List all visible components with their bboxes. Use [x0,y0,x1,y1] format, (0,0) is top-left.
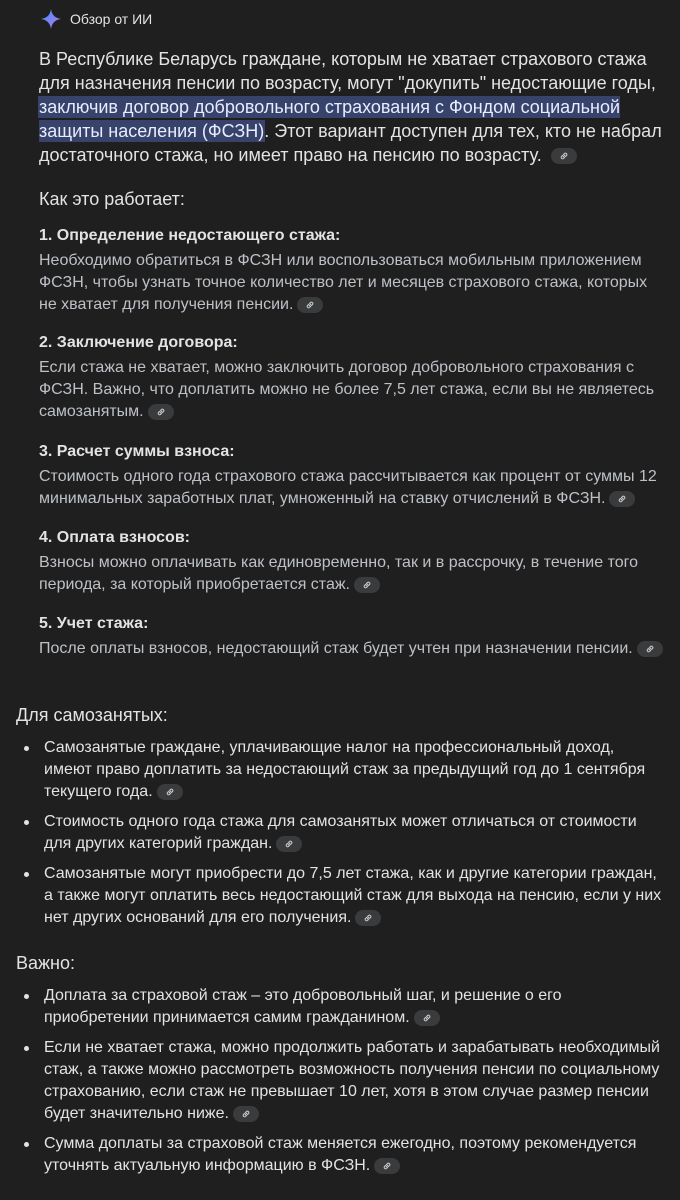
step-title: 3. Расчет суммы взноса: [39,443,235,460]
source-link-button[interactable] [276,836,302,852]
step-item [39,442,664,510]
source-link-button[interactable] [148,404,174,420]
link-icon [284,839,294,849]
step-body: Стоимость одного года страхового стажа рассчитывается как процент от суммы 12 минимальных заработных плат, умноженный на ставку отчислений в ФСЗН. [39,468,657,507]
link-icon [559,151,569,161]
source-link-button[interactable] [551,148,577,164]
list-item: Самозанятые граждане, уплачивающие налог на профессиональный доход, имеют право доплатить за недостающий стаж за предыдущий год до 1 сентября текущего года. [16,737,666,803]
list-item: Сумма доплаты за страховой стаж меняется ежегодно, поэтому рекомендуется уточнять актуальную информацию в ФСЗН. [16,1133,666,1177]
step-body: Необходимо обратиться в ФСЗН или воспользоваться мобильным приложением ФСЗН, чтобы узнать точное количество лет и месяцев страхового стажа, которых не хватает для получения пенсии. [39,252,648,313]
step-item [39,333,664,423]
step-body: Если стажа не хватает, можно заключить договор добровольного страхования с ФСЗН. Важно, что доплатить можно не более 7,5 лет стажа, если вы не являетесь самозанятым. [39,359,655,420]
step-body: Взносы можно оплачивать как единовременно, так и в рассрочку, в течение того периода, за который приобретается стаж. [39,554,638,593]
gemini-spark-icon [40,8,62,30]
list-item: Если не хватает стажа, можно продолжить работать и зарабатывать необходимый стаж, а также можно рассмотреть возможность получения пенсии по социальному страхованию, если стаж не превышает 10 лет, хотя в этом случае размер пенсии будет значительно ниже. [16,1037,666,1125]
source-link-button[interactable] [157,784,183,800]
list-item: Стоимость одного года стажа для самозанятых может отличаться от стоимости для других категорий граждан. [16,811,666,855]
source-link-button[interactable] [374,1158,400,1174]
step-title: 4. Оплата взносов: [39,529,190,546]
step-title: 5. Учет стажа: [39,615,149,632]
link-icon [362,580,372,590]
list-item: Самозанятые могут приобрести до 7,5 лет стажа, как и другие категории граждан, а также могут оплатить весь недостающий стаж для выхода на пенсию, если у них нет других оснований для его получения. [16,863,666,929]
lead-text-start: В Республике Беларусь граждане, которым не хватает страхового стажа для назначения пенсии по возрасту, могут "докупить" недостающие годы, [39,49,656,93]
ai-overview-header [40,8,152,30]
ai-overview-title: Обзор от ИИ [70,11,153,27]
source-link-button[interactable] [414,1010,440,1026]
step-item [39,614,664,660]
list-item: Доплата за страховой стаж – это добровольный шаг, и решение о его приобретении принимается самим гражданином. [16,985,666,1029]
link-icon [241,1109,251,1119]
source-link-button[interactable] [355,910,381,926]
link-icon [617,494,627,504]
source-link-button[interactable] [233,1106,259,1122]
link-icon [645,644,655,654]
source-link-button[interactable] [297,297,323,313]
source-link-button[interactable] [637,641,663,657]
link-icon [165,787,175,797]
how-it-works-heading: Как это работает: [39,189,185,209]
link-icon [305,300,315,310]
link-icon [422,1013,432,1023]
source-link-button[interactable] [609,491,635,507]
self-employed-list [16,737,666,929]
source-link-button[interactable] [354,577,380,593]
step-body: После оплаты взносов, недостающий стаж будет учтен при назначении пенсии. [39,638,664,660]
step-item [39,226,664,316]
self-employed-heading: Для самозанятых: [16,705,168,725]
link-icon [363,913,373,923]
lead-paragraph [39,47,669,167]
lead-text-end: . Этот вариант доступен для тех, кто не набрал достаточного стажа, но имеет право на пенсию по возрасту. [39,121,662,165]
link-icon [382,1161,392,1171]
important-heading: Важно: [16,953,76,973]
step-item [39,528,664,596]
step-title: 2. Заключение договора: [39,334,238,351]
important-list [16,985,666,1177]
link-icon [156,407,166,417]
step-title: 1. Определение недостающего стажа: [39,227,341,244]
lead-highlight[interactable]: заключив договор добровольного страхования с Фондом социальной защиты населения (ФСЗН) [39,97,621,141]
